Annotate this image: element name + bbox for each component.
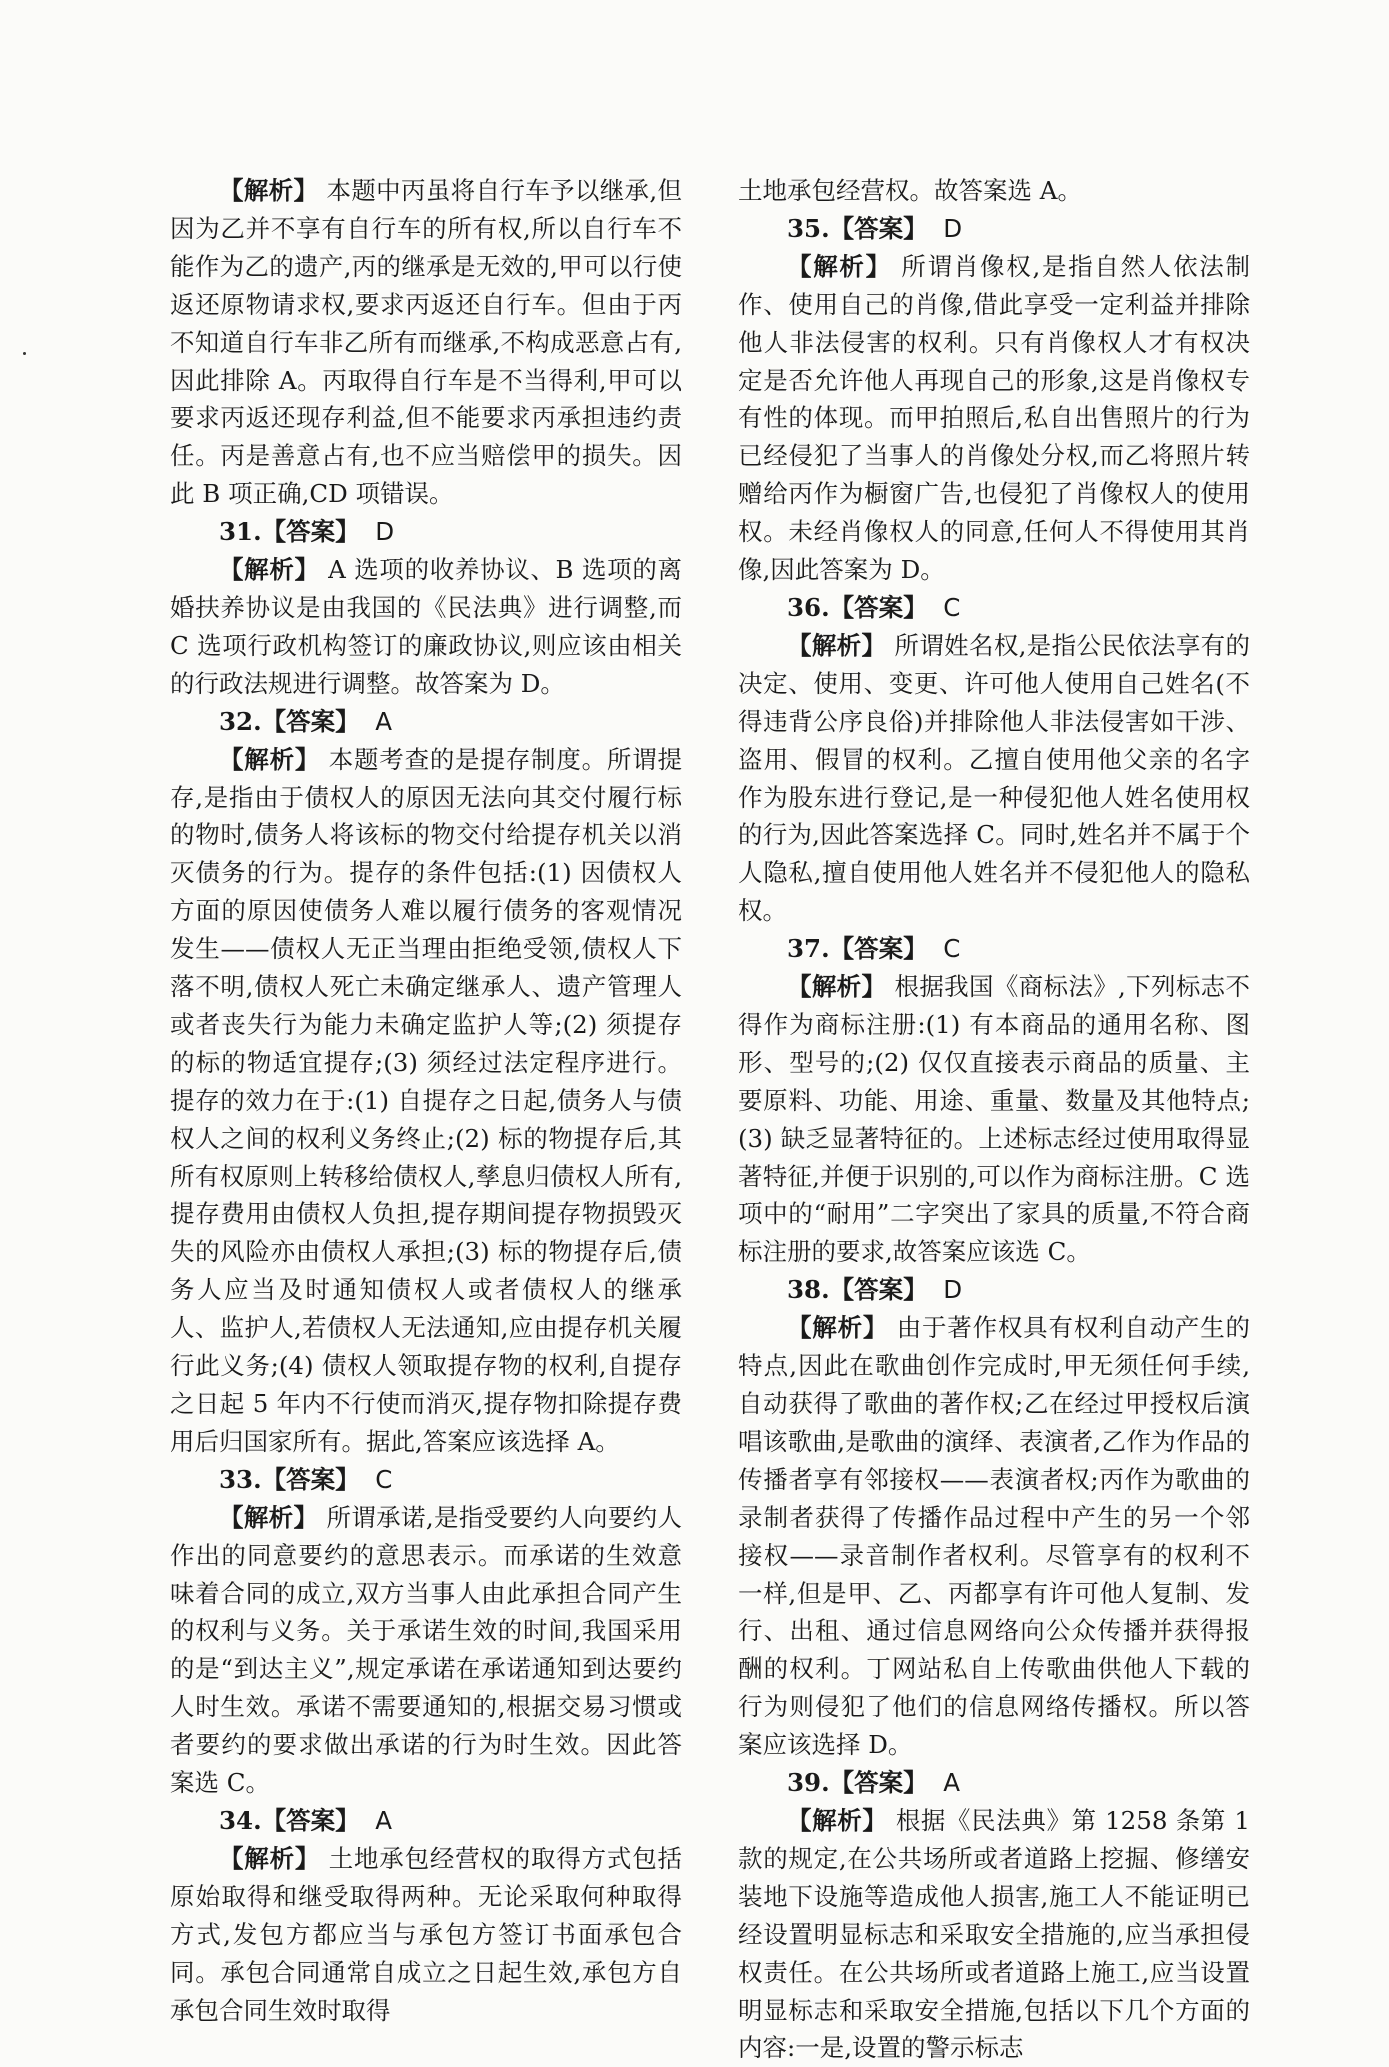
answer-line bbox=[170, 1802, 682, 1840]
paragraph bbox=[738, 968, 1250, 1271]
paragraph bbox=[170, 551, 682, 703]
left-column bbox=[170, 172, 682, 2029]
analysis-tag: 【解析】 bbox=[787, 1313, 889, 1343]
answer-line bbox=[738, 930, 1250, 968]
analysis-text: 根据我国《商标法》,下列标志不得作为商标注册:(1) 有本商品的通用名称、图形、型号的;(2) 仅仅直接表示商品的质量、主要原料、功能、用途、重量、数量及其他特点;(3) 缺乏显著特征的。上述标志经过使用取得显著特征,并便于识别的,可以作为商标注册。C 选项中的“耐用”二字突出了家具的质量,不符合商标注册的要求,故答案应该选 C。 bbox=[738, 972, 1251, 1267]
analysis-tag: 【解析】 bbox=[219, 744, 321, 774]
analysis-text: 本题中丙虽将自行车予以继承,但因为乙并不享有自行车的所有权,所以自行车不能作为乙的遗产,丙的继承是无效的,甲可以行使返还原物请求权,要求丙返还自行车。但由于丙不知道自行车非乙所有而继承,不构成恶意占有,因此排除 A。丙取得自行车是不当得利,甲可以要求丙返还现存利益,但不能要求丙承担违约责任。丙是善意占有,也不应当赔偿甲的损失。因此 B 项正确,CD 项错误。 bbox=[170, 176, 683, 509]
answer-line bbox=[170, 513, 682, 551]
paragraph bbox=[738, 248, 1250, 589]
right-column bbox=[738, 172, 1250, 2067]
question-number: 37. bbox=[787, 934, 830, 964]
analysis-text: 由于著作权具有权利自动产生的特点,因此在歌曲创作完成时,甲无须任何手续,自动获得了歌曲的著作权;乙在经过甲授权后演唱该歌曲,是歌曲的演绎、表演者,乙作为作品的传播者享有邻接权——表演者权;丙作为歌曲的录制者获得了传播作品过程中产生的另一个邻接权——录音制作者权利。尽管享有的权利不一样,但是甲、乙、丙都享有许可他人复制、发行、出租、通过信息网络向公众传播并获得报酬的权利。丁网站私自上传歌曲供他人下载的行为则侵犯了他们的信息网络传播权。所以答案应该选择 D。 bbox=[738, 1313, 1250, 1760]
paragraph-continuation bbox=[738, 172, 1250, 210]
answer-value: D bbox=[375, 517, 395, 547]
answer-line bbox=[738, 1271, 1250, 1309]
answer-value: D bbox=[943, 213, 963, 243]
analysis-tag: 【解析】 bbox=[787, 972, 887, 1002]
answer-tag: 【答案】 bbox=[829, 1275, 928, 1305]
answer-tag: 【答案】 bbox=[829, 1768, 928, 1798]
analysis-text: 所谓承诺,是指受要约人向要约人作出的同意要约的意思表示。而承诺的生效意味着合同的成立,双方当事人由此承担合同产生的权利与义务。关于承诺生效的时间,我国采用的是“到达主义”,规定承诺在承诺通知到达要约人时生效。承诺不需要通知的,根据交易习惯或者要约的要求做出承诺的行为时生效。因此答案选 C。 bbox=[170, 1502, 683, 1798]
question-number: 34. bbox=[219, 1805, 262, 1835]
answer-value: A bbox=[375, 1805, 392, 1835]
paragraph bbox=[170, 1840, 682, 2030]
analysis-text: 土地承包经营权的取得方式包括原始取得和继受取得两种。无论采取何种取得方式,发包方都应当与承包方签订书面承包合同。承包合同通常自成立之日起生效,承包方自承包合同生效时取得 bbox=[170, 1843, 682, 2025]
paragraph bbox=[738, 627, 1250, 930]
paragraph bbox=[170, 741, 682, 1461]
answer-tag: 【答案】 bbox=[829, 934, 928, 964]
analysis-tag: 【解析】 bbox=[219, 555, 320, 585]
answer-line bbox=[738, 210, 1250, 248]
analysis-text: 本题考查的是提存制度。所谓提存,是指由于债权人的原因无法向其交付履行标的物时,债务人将该标的物交付给提存机关以消灭债务的行为。提存的条件包括:(1) 因债权人方面的原因使债务人难以履行债务的客观情况发生——债权人无正当理由拒绝受领,债权人下落不明,债权人死亡未确定继承人、遗产管理人或者丧失行为能力未确定监护人等;(2) 须提存的标的物适宜提存;(3) 须经过法定程序进行。提存的效力在于:(1) 自提存之日起,债务人与债权人之间的权利义务终止;(2) 标的物提存后,其所有权原则上转移给债权人,孳息归债权人所有,提存费用由债权人负担,提存期间提存物损毁灭失的风险亦由债权人承担;(3) 标的物提存后,债务人应当及时通知债权人或者债权人的继承人、监护人,若债权人无法通知,应由提存机关履行此义务;(4) 债权人领取提存物的权利,自提存之日起 5 年内不行使而消灭,提存物扣除提存费用后归国家所有。据此,答案应该选择 A。 bbox=[170, 744, 682, 1456]
analysis-text: 根据《民法典》第 1258 条第 1 款的规定,在公共场所或者道路上挖掘、修缮安装地下设施等造成他人损害,施工人不能证明已经设置明显标志和采取安全措施的,应当承担侵权责任。在公共场所或者道路上施工,应当设置明显标志和采取安全措施,包括以下几个方面的内容:一是,设置的警示标志 bbox=[738, 1805, 1251, 2063]
answer-value: C bbox=[375, 1464, 393, 1494]
answer-tag: 【答案】 bbox=[261, 517, 360, 547]
paragraph bbox=[738, 1309, 1250, 1764]
question-number: 35. bbox=[787, 213, 830, 243]
answer-value: D bbox=[943, 1275, 963, 1305]
answer-line bbox=[170, 1461, 682, 1499]
analysis-tag: 【解析】 bbox=[787, 1805, 888, 1835]
paragraph bbox=[170, 1499, 682, 1802]
scan-speck bbox=[23, 352, 26, 355]
question-number: 33. bbox=[219, 1464, 262, 1494]
answer-tag: 【答案】 bbox=[261, 1805, 360, 1835]
answer-tag: 【答案】 bbox=[261, 706, 360, 736]
answer-value: A bbox=[943, 1768, 960, 1798]
answer-tag: 【答案】 bbox=[829, 592, 928, 622]
answer-line bbox=[738, 589, 1250, 627]
paragraph bbox=[738, 1802, 1250, 2067]
question-number: 36. bbox=[787, 592, 830, 622]
answer-tag: 【答案】 bbox=[829, 213, 928, 243]
analysis-tag: 【解析】 bbox=[787, 630, 887, 660]
question-number: 32. bbox=[219, 706, 262, 736]
continuation-text: 土地承包经营权。故答案选 A。 bbox=[738, 176, 1082, 205]
question-number: 38. bbox=[787, 1275, 830, 1305]
question-number: 31. bbox=[219, 517, 262, 547]
analysis-tag: 【解析】 bbox=[219, 176, 319, 205]
analysis-text: A 选项的收养协议、B 选项的离婚扶养协议是由我国的《民法典》进行调整,而 C 选项行政机构签订的廉政协议,则应该由相关的行政法规进行调整。故答案为 D。 bbox=[170, 555, 683, 698]
paragraph bbox=[170, 172, 682, 513]
question-number: 39. bbox=[787, 1768, 830, 1798]
analysis-tag: 【解析】 bbox=[219, 1843, 321, 1873]
answer-line bbox=[170, 703, 682, 741]
answer-value: A bbox=[375, 706, 392, 736]
answer-line bbox=[738, 1764, 1250, 1802]
analysis-text: 所谓姓名权,是指公民依法享有的决定、使用、变更、许可他人使用自己姓名(不得违背公序良俗)并排除他人非法侵害如干涉、盗用、假冒的权利。乙擅自使用他父亲的名字作为股东进行登记,是一种侵犯他人姓名使用权的行为,因此答案选择 C。同时,姓名并不属于个人隐私,擅自使用他人姓名并不侵犯他人的隐私权。 bbox=[738, 630, 1251, 926]
answer-tag: 【答案】 bbox=[261, 1464, 360, 1494]
analysis-text: 所谓肖像权,是指自然人依法制作、使用自己的肖像,借此享受一定利益并排除他人非法侵害的权利。只有肖像权人才有权决定是否允许他人再现自己的形象,这是肖像权专有性的体现。而甲拍照后,私自出售照片的行为已经侵犯了当事人的肖像处分权,而乙将照片转赠给丙作为橱窗广告,也侵犯了肖像权人的使用权。未经肖像权人的同意,任何人不得使用其肖像,因此答案为 D。 bbox=[738, 251, 1250, 585]
answer-value: C bbox=[943, 592, 961, 622]
analysis-tag: 【解析】 bbox=[219, 1502, 319, 1532]
analysis-tag: 【解析】 bbox=[787, 251, 892, 281]
answer-value: C bbox=[943, 934, 961, 964]
